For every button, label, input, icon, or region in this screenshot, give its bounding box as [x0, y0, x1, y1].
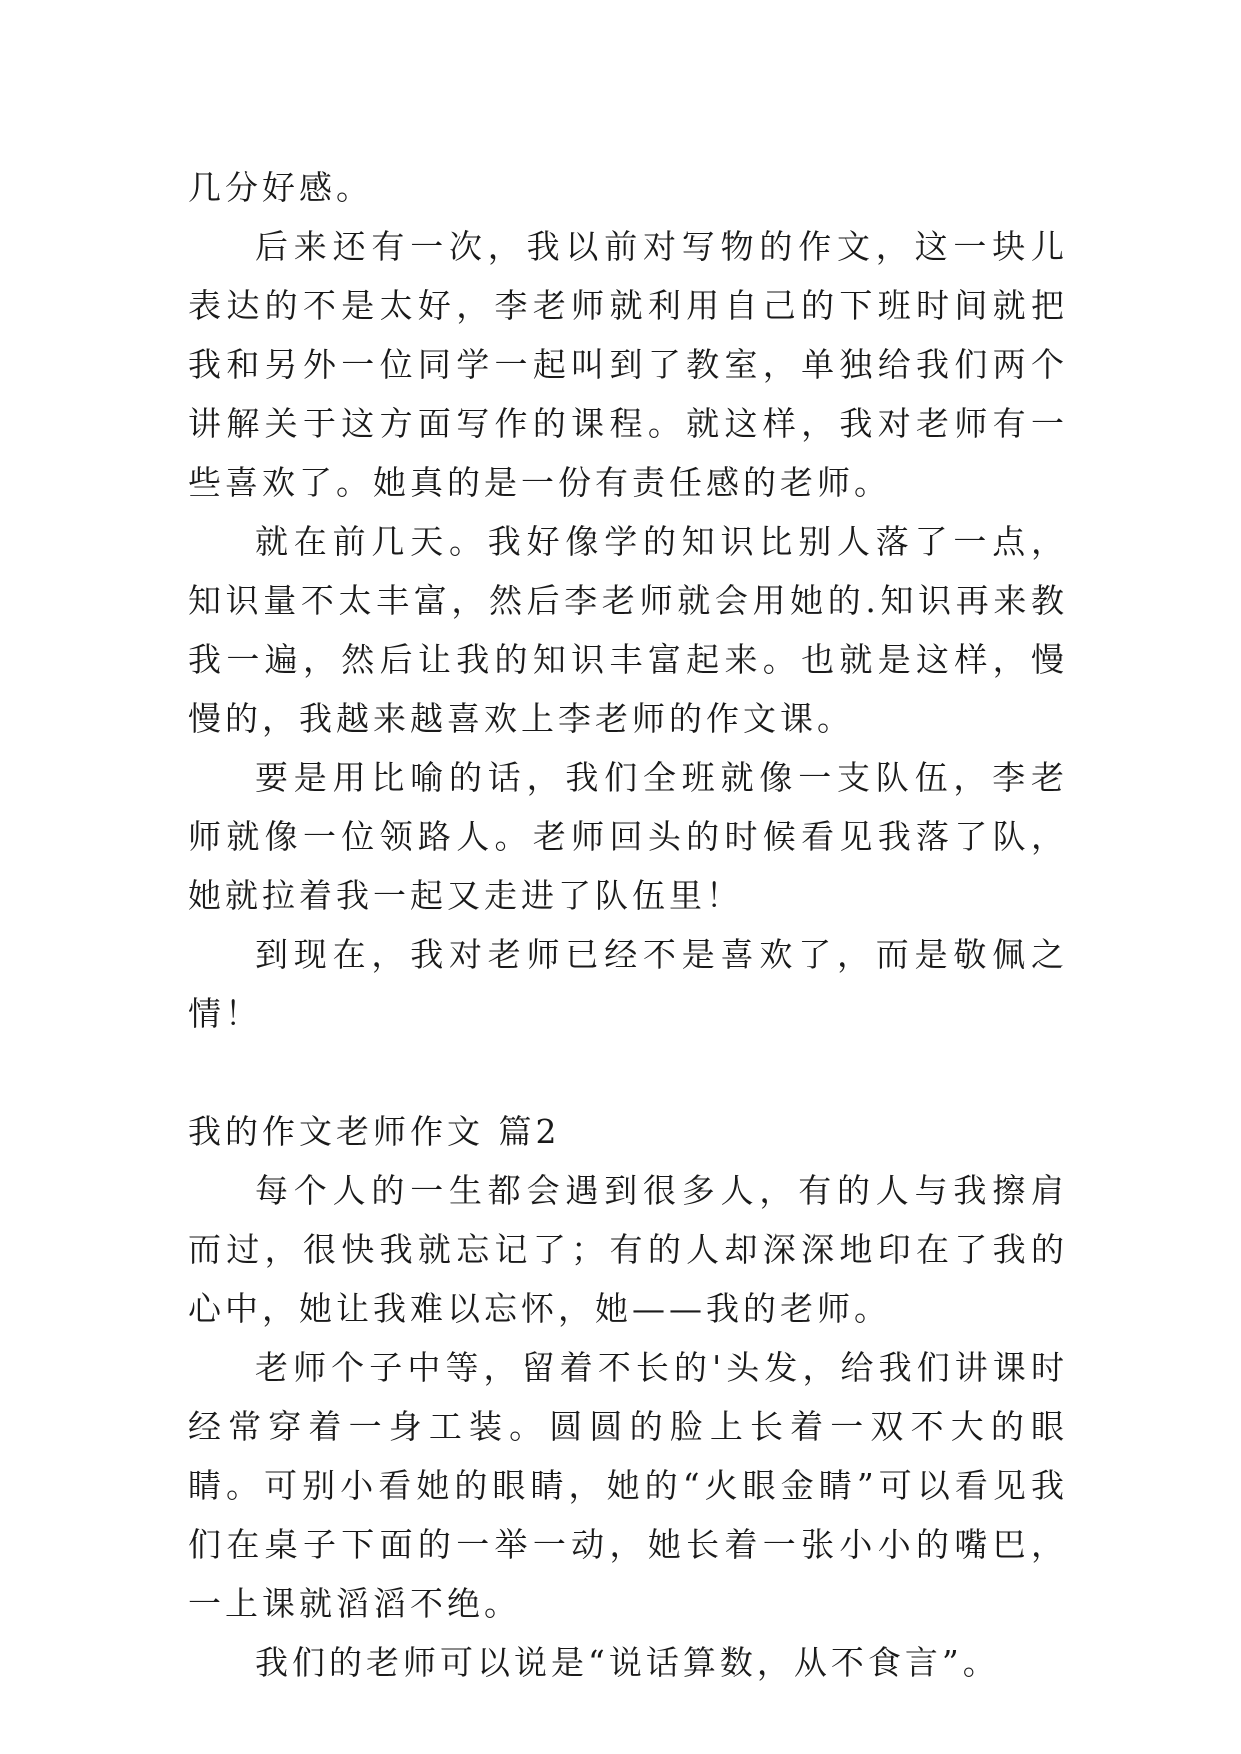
paragraph: 后来还有一次，我以前对写物的作文，这一块儿表达的不是太好，李老师就利用自己的下班时间就把我和另外一位同学一起叫到了教室，单独给我们两个讲解关于这方面写作的课程。就这样，我对老师有一些喜欢了。她真的是一份有责任感的老师。	[188, 227, 1068, 502]
paragraph: 老师个子中等，留着不长的'头发，给我们讲课时经常穿着一身工装。圆圆的脸上长着一双不大的眼睛。可别小看她的眼睛，她的“火眼金睛”可以看见我们在桌子下面的一举一动，她长着一张小小的嘴巴，一上课就滔滔不绝。	[188, 1348, 1068, 1623]
section-spacer	[188, 1043, 1068, 1102]
paragraph-continuation: 几分好感。	[188, 168, 373, 207]
section-heading: 我的作文老师作文 篇2	[188, 1112, 561, 1151]
paragraph: 要是用比喻的话，我们全班就像一支队伍，李老师就像一位领路人。老师回头的时候看见我落了队，她就拉着我一起又走进了队伍里！	[188, 758, 1068, 915]
paragraph: 每个人的一生都会遇到很多人，有的人与我擦肩而过，很快我就忘记了；有的人却深深地印在了我的心中，她让我难以忘怀，她——我的老师。	[188, 1171, 1068, 1328]
document-body	[188, 158, 1068, 1692]
paragraph: 就在前几天。我好像学的知识比别人落了一点，知识量不太丰富，然后李老师就会用她的.知识再来教我一遍，然后让我的知识丰富起来。也就是这样，慢慢的，我越来越喜欢上李老师的作文课。	[188, 522, 1068, 738]
paragraph: 到现在，我对老师已经不是喜欢了，而是敬佩之情！	[188, 935, 1068, 1033]
paragraph: 我们的老师可以说是“说话算数，从不食言”。	[255, 1643, 1000, 1682]
